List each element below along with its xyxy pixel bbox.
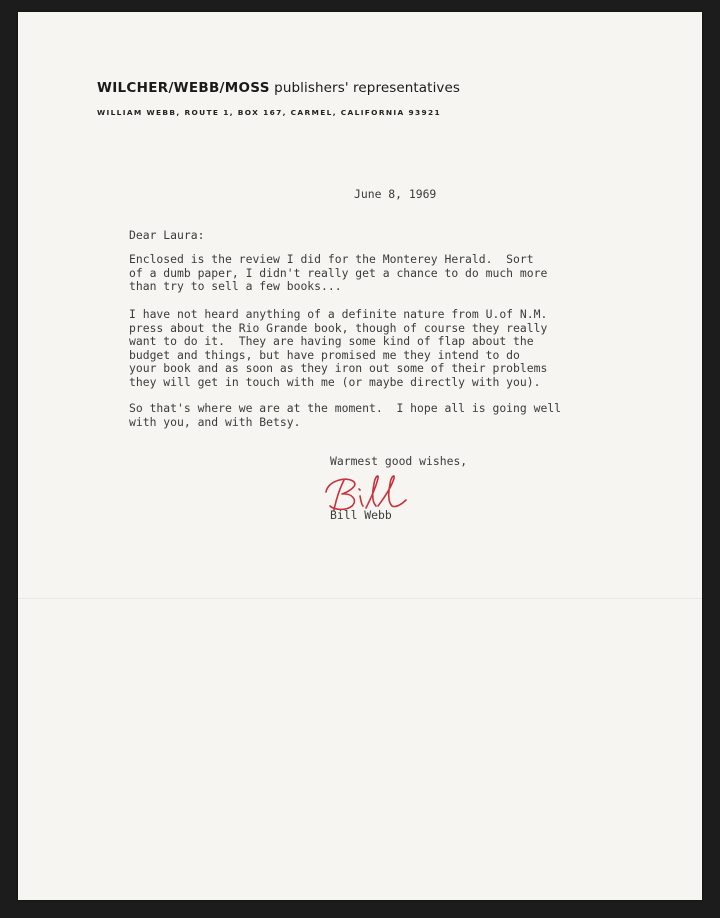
paragraph-line: I have not heard anything of a definite nature from U.of N.M. bbox=[129, 307, 548, 321]
signature-typed-name: Bill Webb bbox=[330, 508, 392, 522]
letter-paragraph-1 bbox=[129, 253, 547, 294]
letter-paragraph-3 bbox=[129, 402, 561, 429]
letterhead-firm bbox=[97, 80, 460, 96]
paragraph-line: of a dumb paper, I didn't really get a chance to do much more bbox=[129, 265, 548, 280]
paragraph-line: So that's where we are at the moment. I hope all is going well bbox=[129, 401, 562, 415]
letterhead-descriptor: publishers' representatives bbox=[274, 80, 461, 96]
paper-fold bbox=[18, 598, 702, 599]
letter-salutation: Dear Laura: bbox=[129, 228, 205, 242]
letter-page bbox=[18, 12, 702, 900]
paragraph-line: want to do it. They are having some kind of flap about the bbox=[129, 334, 534, 349]
letter-closing: Warmest good wishes, bbox=[330, 454, 468, 468]
paragraph-line: press about the Rio Grande book, though of course they really bbox=[129, 320, 548, 335]
paragraph-line: they will get in touch with me (or maybe directly with you). bbox=[129, 374, 541, 389]
letter-date: June 8, 1969 bbox=[354, 187, 437, 201]
paragraph-line: than try to sell a few books... bbox=[129, 279, 342, 294]
letterhead-firm-name: WILCHER/WEBB/MOSS bbox=[97, 80, 270, 96]
letter-paragraph-2 bbox=[129, 308, 547, 390]
paragraph-line: Enclosed is the review I did for the Monterey Herald. Sort bbox=[129, 252, 534, 266]
letterhead-address: WILLIAM WEBB, ROUTE 1, BOX 167, CARMEL, CALIFORNIA 93921 bbox=[97, 108, 441, 117]
paragraph-line: with you, and with Betsy. bbox=[129, 414, 301, 429]
paragraph-line: your book and as soon as they iron out some of their problems bbox=[129, 361, 548, 376]
paragraph-line: budget and things, but have promised me they intend to do bbox=[129, 347, 520, 362]
